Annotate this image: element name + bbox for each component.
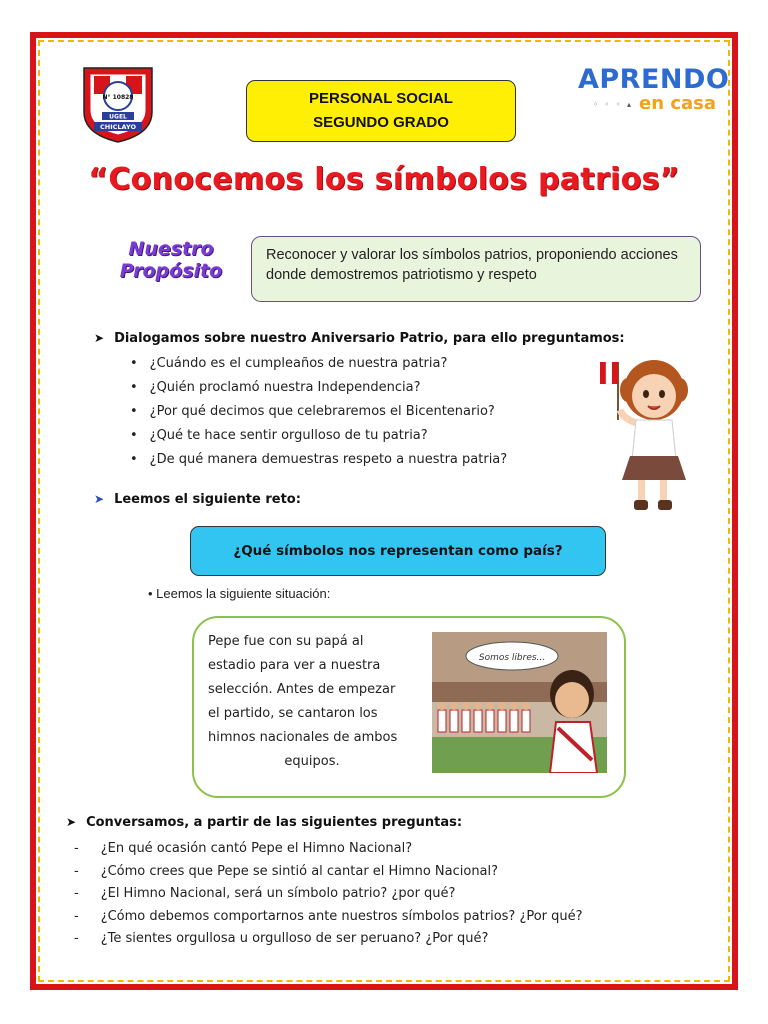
reto-heading: ➤ Leemos el siguiente reto: (94, 492, 301, 507)
list-item: - ¿Te sientes orgullosa u orgulloso de ser peruano? ¿Por qué? (74, 928, 583, 951)
proposito-label: Nuestro Propósito (119, 238, 223, 282)
list-item: - ¿El Himno Nacional, será un símbolo patrio? ¿por qué? (74, 883, 583, 906)
list-item: - ¿En qué ocasión cantó Pepe el Himno Nacional? (74, 838, 583, 861)
list-item: • ¿De qué manera demuestras respeto a nuestra patria? (130, 448, 507, 472)
arrow-bullet-icon: ➤ (94, 492, 105, 506)
grade-name: SEGUNDO GRADO (313, 114, 449, 131)
situacion-label: • Leemos la siguiente situación: (148, 586, 331, 601)
list-item: • ¿Por qué decimos que celebraremos el Bicentenario? (130, 400, 507, 424)
story-text: Pepe fue con su papá al estadio para ver a nuestra selección. Antes de empezar el partido, se cantaron los himnos nacionales de ambos equipos. (208, 634, 398, 769)
aprendo-logo-text: APRENDO (578, 64, 730, 95)
conversamos-question-list (74, 838, 583, 951)
conversamos-heading: ➤ Conversamos, a partir de las siguientes preguntas: (66, 815, 463, 830)
aprendo-en-casa-logo (572, 64, 730, 118)
list-item: • ¿Quién proclamó nuestra Independencia? (130, 376, 507, 400)
svg-text:CHICLAYO: CHICLAYO (100, 123, 136, 131)
svg-text:UGEL: UGEL (109, 113, 127, 121)
svg-text:N° 10828: N° 10828 (102, 94, 134, 101)
page-title: “Conocemos los símbolos patrios” (88, 162, 680, 197)
proposito-box: Reconocer y valorar los símbolos patrios, proponiendo acciones donde demostremos patriotismo y respeto (251, 236, 701, 302)
arrow-bullet-icon: ➤ (94, 331, 105, 345)
dialogo-question-list (130, 352, 507, 472)
list-item: • ¿Qué te hace sentir orgulloso de tu patria? (130, 424, 507, 448)
stadium-illustration (432, 632, 607, 773)
girl-with-flag-illustration (598, 350, 698, 518)
svg-text:Somos libres...: Somos libres... (478, 653, 546, 663)
course-header (246, 80, 516, 142)
list-item: - ¿Cómo debemos comportarnos ante nuestros símbolos patrios? ¿Por qué? (74, 906, 583, 929)
list-item: - ¿Cómo crees que Pepe se sintió al cantar el Himno Nacional? (74, 861, 583, 884)
course-name: PERSONAL SOCIAL (309, 90, 453, 107)
reto-question-box: ¿Qué símbolos nos representan como país? (190, 526, 606, 576)
list-item: • ¿Cuándo es el cumpleaños de nuestra patria? (130, 352, 507, 376)
school-crest-logo (80, 64, 156, 144)
dots-icon: ◦ ◦ ◦ ▴ (593, 99, 634, 109)
arrow-bullet-icon: ➤ (66, 815, 77, 829)
en-casa-logo-text: en casa (639, 93, 716, 114)
dialogo-heading: ➤ Dialogamos sobre nuestro Aniversario Patrio, para ello preguntamos: (94, 331, 625, 346)
